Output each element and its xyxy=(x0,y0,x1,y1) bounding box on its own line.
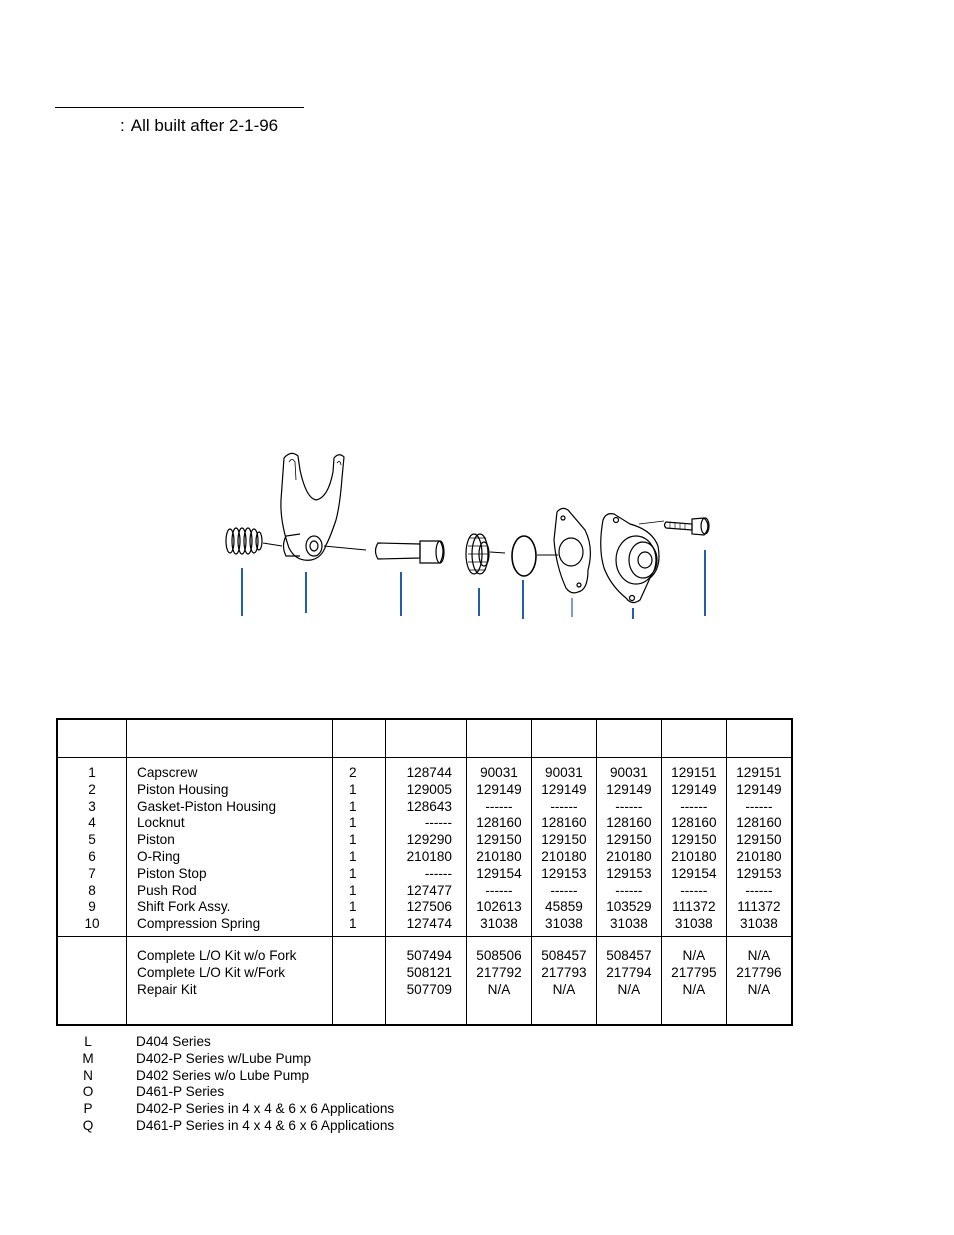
capscrew-icon xyxy=(665,518,710,535)
item-qty: 1 xyxy=(349,865,357,881)
kit-part-number: N/A xyxy=(747,981,771,997)
legend-key: M xyxy=(82,1050,94,1066)
kit-part-number: 507494 xyxy=(406,947,452,963)
kit-part-number: N/A xyxy=(552,981,576,997)
part-number: 90031 xyxy=(480,765,518,780)
part-number: ------ xyxy=(550,882,578,898)
part-number: 128744 xyxy=(406,765,452,780)
item-qty: 1 xyxy=(349,899,357,915)
item-number: 10 xyxy=(84,916,100,932)
part-number: 111372 xyxy=(737,899,781,915)
part-number: 129290 xyxy=(406,832,452,848)
compression-spring-icon xyxy=(226,528,282,554)
item-number: 2 xyxy=(88,781,96,797)
part-number: ------ xyxy=(550,798,578,814)
header-cell-L xyxy=(386,719,467,758)
item-number: 8 xyxy=(88,882,96,898)
table-header-row xyxy=(57,719,792,758)
legend-row xyxy=(70,1068,394,1085)
col-qty xyxy=(333,758,386,937)
part-number: 129149 xyxy=(671,781,717,797)
parts-rows xyxy=(57,758,792,937)
part-number: 102613 xyxy=(476,899,522,915)
item-number: 5 xyxy=(88,832,96,848)
part-number: 129153 xyxy=(606,865,652,881)
header-cell-N xyxy=(531,719,596,758)
item-qty: 1 xyxy=(349,848,357,864)
part-number: 129154 xyxy=(476,865,522,881)
legend-key: N xyxy=(83,1067,93,1083)
part-number: 129150 xyxy=(606,832,652,848)
item-description: Piston Stop xyxy=(137,865,207,881)
item-description: Compression Spring xyxy=(137,916,261,932)
kit-part-number: 508121 xyxy=(406,964,452,980)
kit-part-number: 217792 xyxy=(476,964,522,980)
item-number: 6 xyxy=(88,848,96,864)
part-number: 129005 xyxy=(406,781,452,797)
part-number: 210180 xyxy=(476,848,522,864)
part-number: 129150 xyxy=(476,832,522,848)
part-number: 31038 xyxy=(609,916,648,932)
legend-key: Q xyxy=(82,1117,94,1133)
part-number: 129151 xyxy=(671,765,717,780)
part-number: ------ xyxy=(615,798,643,814)
item-qty: 1 xyxy=(349,916,357,932)
header-cell-M xyxy=(467,719,532,758)
part-number: 210180 xyxy=(406,848,452,864)
kit-part-number: 217796 xyxy=(736,964,782,980)
kit-part-number: 508506 xyxy=(476,947,522,963)
part-number: 128160 xyxy=(541,815,587,831)
legend-desc: D404 Series xyxy=(136,1034,211,1049)
legend-row xyxy=(70,1101,394,1118)
item-number: 9 xyxy=(88,899,96,915)
part-number: 129151 xyxy=(736,765,782,780)
part-number: 31038 xyxy=(545,916,583,932)
gasket-icon xyxy=(554,508,590,593)
col-description xyxy=(127,936,333,1025)
kit-part-number: 217794 xyxy=(606,964,652,980)
kit-description: Repair Kit xyxy=(137,981,197,997)
col-M xyxy=(467,758,532,937)
col-M xyxy=(467,936,532,1025)
o-ring-icon xyxy=(512,536,558,576)
push-rod-icon xyxy=(376,541,445,563)
col-L xyxy=(386,758,467,937)
part-number: 45859 xyxy=(545,899,583,915)
part-number: ------ xyxy=(680,882,708,898)
part-number: ------ xyxy=(485,882,513,898)
col-Q xyxy=(726,758,792,937)
col-L xyxy=(386,936,467,1025)
header-rule xyxy=(55,107,304,108)
item-qty: 2 xyxy=(349,765,357,780)
part-number: 128160 xyxy=(671,815,717,831)
kit-part-number: 217795 xyxy=(671,964,717,980)
piston-icon xyxy=(466,534,505,574)
col-N xyxy=(531,936,596,1025)
part-number: 127477 xyxy=(406,882,452,898)
legend-desc: D402 Series w/o Lube Pump xyxy=(136,1067,310,1083)
part-number: 103529 xyxy=(606,899,652,915)
shift-fork-icon xyxy=(281,453,344,560)
series-legend xyxy=(70,1034,394,1135)
legend-row xyxy=(70,1084,394,1101)
part-number: 129149 xyxy=(606,781,652,797)
part-number: 90031 xyxy=(545,765,583,780)
item-description: Piston Housing xyxy=(137,781,229,797)
item-qty: 1 xyxy=(349,882,357,898)
header-cell-P xyxy=(661,719,726,758)
legend-key: P xyxy=(83,1101,93,1117)
legend-desc: D461-P Series xyxy=(136,1084,225,1100)
header-cell-qty xyxy=(333,719,386,758)
part-number: 31038 xyxy=(674,916,713,932)
legend-desc: D402-P Series in 4 x 4 & 6 x 6 Applications xyxy=(136,1101,395,1117)
item-number: 4 xyxy=(88,815,96,831)
legend-row xyxy=(70,1051,394,1068)
part-number: 129150 xyxy=(671,832,717,848)
kit-part-number: 508457 xyxy=(541,947,587,963)
col-item-number xyxy=(57,936,127,1025)
item-number: 3 xyxy=(88,798,96,814)
item-description: O-Ring xyxy=(137,848,181,864)
legend-key: O xyxy=(82,1084,94,1100)
col-P xyxy=(661,758,726,937)
parts-table xyxy=(56,718,793,1026)
part-number: 129153 xyxy=(541,865,587,881)
col-item-number xyxy=(57,758,127,937)
applies-to-line xyxy=(120,116,278,136)
part-number: 127474 xyxy=(406,916,452,932)
kit-part-number: N/A xyxy=(617,981,641,997)
part-number: 210180 xyxy=(606,848,652,864)
applies-text: All built after 2-1-96 xyxy=(130,116,279,135)
kit-part-number: N/A xyxy=(682,981,706,997)
part-number: 128643 xyxy=(406,798,452,814)
kits-rows xyxy=(57,936,792,1025)
part-number: ------ xyxy=(745,882,773,898)
kit-part-number: N/A xyxy=(682,947,706,963)
header-cell-Q xyxy=(726,719,792,758)
item-number: 1 xyxy=(88,765,96,780)
part-number: 129153 xyxy=(736,865,782,881)
part-number: 210180 xyxy=(541,848,587,864)
header-cell-no xyxy=(57,719,127,758)
kit-part-number: 508457 xyxy=(606,947,652,963)
applies-colon: : xyxy=(120,116,125,135)
legend-desc: D461-P Series in 4 x 4 & 6 x 6 Applications xyxy=(136,1117,395,1133)
item-qty: 1 xyxy=(349,798,357,814)
col-P xyxy=(661,936,726,1025)
legend-desc: D402-P Series w/Lube Pump xyxy=(136,1050,312,1066)
exploded-parts-diagram xyxy=(0,440,954,630)
item-description: Piston xyxy=(137,832,175,848)
part-number: 128160 xyxy=(736,815,782,831)
item-qty: 1 xyxy=(349,815,357,831)
part-number: 210180 xyxy=(736,848,782,864)
kit-part-number: 217793 xyxy=(541,964,587,980)
part-number: ------ xyxy=(615,882,643,898)
part-number: 129149 xyxy=(736,781,782,797)
item-description: Shift Fork Assy. xyxy=(137,899,231,915)
kit-description: Complete L/O Kit w/Fork xyxy=(137,964,286,980)
part-number: 128160 xyxy=(476,815,522,831)
item-description: Capscrew xyxy=(137,765,198,780)
part-number: ------ xyxy=(424,865,452,881)
part-number: ------ xyxy=(745,798,773,814)
part-number: 128160 xyxy=(606,815,652,831)
header-cell-O xyxy=(596,719,661,758)
col-Q xyxy=(726,936,792,1025)
piston-housing-icon xyxy=(601,514,664,603)
part-number: ------ xyxy=(424,815,452,831)
col-description xyxy=(127,758,333,937)
item-description: Locknut xyxy=(137,815,185,831)
part-number: 129150 xyxy=(541,832,587,848)
part-number: 111372 xyxy=(672,899,716,915)
part-number: 90031 xyxy=(609,765,648,780)
col-N xyxy=(531,758,596,937)
part-number: 129154 xyxy=(671,865,717,881)
col-O xyxy=(596,936,661,1025)
item-qty: 1 xyxy=(349,832,357,848)
col-O xyxy=(596,758,661,937)
kit-description: Complete L/O Kit w/o Fork xyxy=(137,947,297,963)
kit-part-number: N/A xyxy=(747,947,771,963)
header-cell-description xyxy=(127,719,333,758)
part-number: 129150 xyxy=(736,832,782,848)
part-number: 129149 xyxy=(476,781,522,797)
legend-row xyxy=(70,1034,394,1051)
kit-part-number: N/A xyxy=(487,981,511,997)
part-number: 31038 xyxy=(740,916,778,932)
part-number: ------ xyxy=(680,798,708,814)
legend-key: L xyxy=(84,1034,92,1049)
item-description: Push Rod xyxy=(137,882,197,898)
item-description: Gasket-Piston Housing xyxy=(137,798,277,814)
part-number: ------ xyxy=(485,798,513,814)
part-number: 31038 xyxy=(480,916,518,932)
part-number: 127506 xyxy=(406,899,452,915)
item-qty: 1 xyxy=(349,781,357,797)
kit-part-number: 507709 xyxy=(406,981,452,997)
part-number: 129149 xyxy=(541,781,587,797)
col-qty xyxy=(333,936,386,1025)
part-number: 210180 xyxy=(671,848,717,864)
item-number: 7 xyxy=(88,865,96,881)
legend-row xyxy=(70,1118,394,1135)
